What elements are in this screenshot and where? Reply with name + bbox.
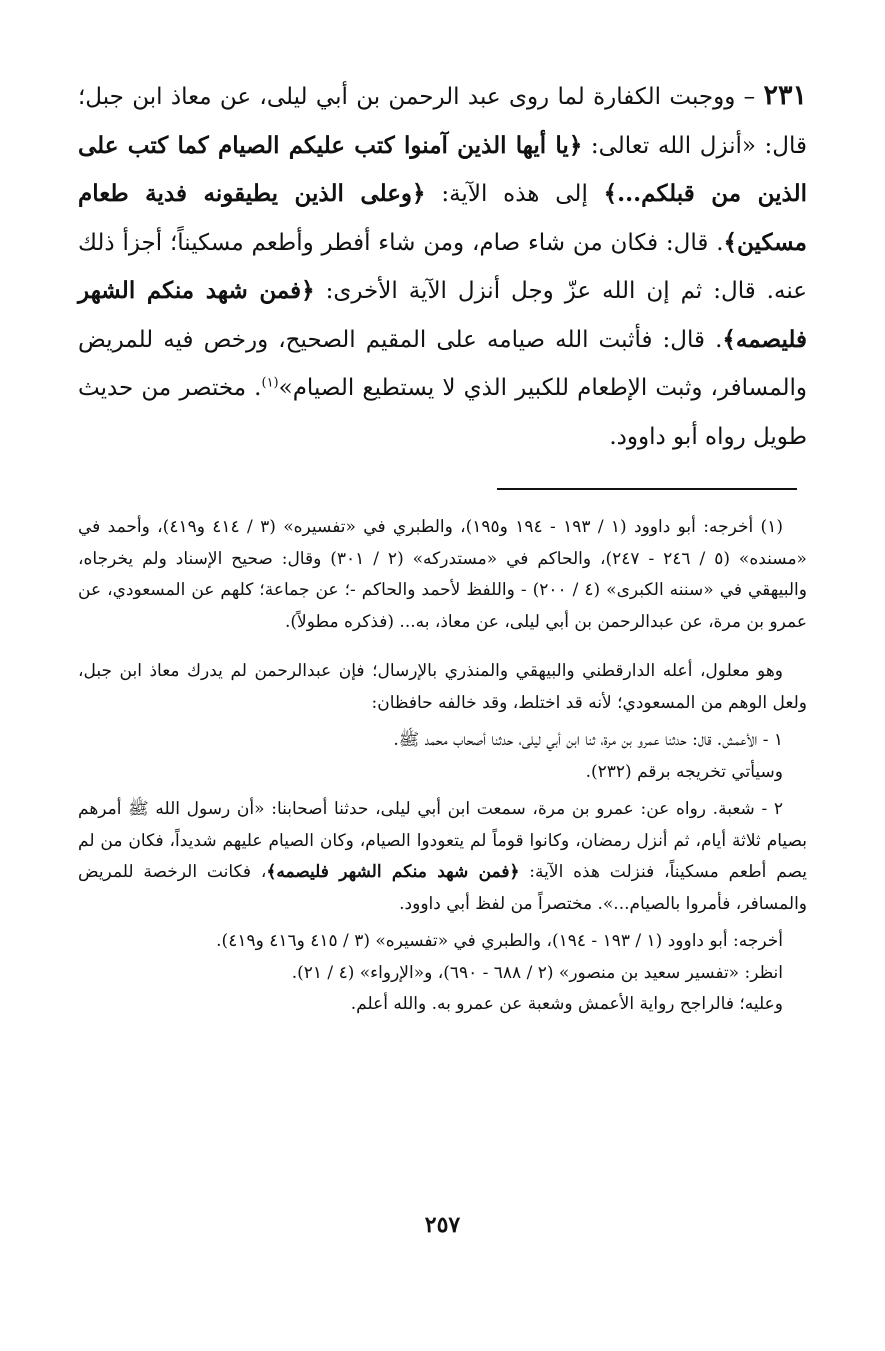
footnote-paragraph: [78, 794, 807, 920]
quran-verse: ﴿وعلى الذين يطيقونه فدية طعام مسكين﴾: [78, 180, 807, 256]
quran-verse: ﴿فمن شهد منكم الشهر فليصمه﴾: [266, 862, 520, 882]
footnote-text-part: ٢ - شعبة. رواه عن: عمرو بن مرة، سمعت ابن أبي ليلى، حدثنا أصحابنا: «أن رسول الله ﷺ أمرهم بصيام ثلاثة أيام، ثم أنزل رمضان، وكانوا قوماً لم يتعودوا الصيام، وكان الصيام عليهم شديداً، فكان من لم يصم أطعم مسكيناً، فنزلت هذه الآية:: [78, 799, 807, 882]
entry-number: ٢٣١: [763, 80, 807, 111]
quran-verse: ﴿يا أيها الذين آمنوا كتب عليكم الصيام كما كتب على الذين من قبلكم...﴾: [78, 131, 807, 207]
footnote-paragraph: أخرجه: أبو داوود (١ / ١٩٣ - ١٩٤)، والطبري في «تفسيره» (٣ / ٤١٥ و٤١٦ و٤١٩).: [216, 931, 783, 951]
main-text-part: . قال: فأثبت الله صيامه على المقيم الصحيح، ورخص فيه للمريض والمسافر، وثبت الإطعام للكبير الذي لا يستطيع الصيام»: [78, 326, 807, 401]
footnote-reference: (١): [261, 375, 279, 391]
footnote-separator: [497, 488, 797, 490]
page-number: ٢٥٧: [424, 1212, 461, 1238]
main-text-part: – ووجبت الكفارة لما روى عبد الرحمن بن أبي ليلى، عن معاذ ابن جبل؛ قال: «أنزل الله تعالى:: [78, 84, 808, 159]
quran-verse: ﴿فمن شهد منكم الشهر فليصمه﴾: [78, 277, 807, 353]
footnote-paragraph: وهو معلول، أعله الدارقطني والبيهقي والمنذري بالإرسال؛ فإن عبدالرحمن لم يدرك معاذ ابن جبل، ولعل الوهم من المسعودي؛ لأنه قد اختلط، وقد خالفه حافظان:: [78, 661, 807, 713]
footnote-paragraph: (١) أخرجه: أبو داوود (١ / ١٩٣ - ١٩٤ و١٩٥)، والطبري في «تفسيره» (٣ / ٤١٤ و٤١٩)، وأحمد في «مسنده» (٥ / ٢٤٦ - ٢٤٧)، والحاكم في «مستدركه» (٢ / ٣٠١) وقال: صحيح الإسناد ولم يخرجاه، والبيهقي في «سننه الكبرى» (٤ / ٢٠٠) - واللفظ لأحمد والحاكم -؛ عن جماعة؛ كلهم عن المسعودي، عن عمرو بن مرة، عن عبدالرحمن بن أبي ليلى، عن معاذ، به... (فذكره مطولاً).: [78, 517, 807, 632]
footnote-paragraph: انظر: «تفسير سعيد بن منصور» (٢ / ٦٨٨ - ٦٩٠)، و«الإرواء» (٤ / ٢١).: [291, 962, 783, 983]
main-text: [78, 72, 807, 461]
main-text-part: إلى هذه الآية:: [425, 181, 604, 207]
main-text-part: . قال: فكان من شاء صام، ومن شاء أفطر وأطعم مسكيناً؛ أجزأ ذلك عنه. قال: ثم إن الله عزّ وجل أنزل الآية الأخرى:: [78, 229, 807, 304]
footnote-text-part: ، فكانت الرخصة للمريض والمسافر، فأمروا بالصيام...». مختصراً من لفظ أبي داوود.: [78, 862, 807, 914]
footnote-paragraph: وعليه؛ فالراجح رواية الأعمش وشعبة عن عمرو به. والله أعلم.: [350, 994, 783, 1014]
footnote-paragraph: ١ - الأعمش. قال: حدثنا عمرو بن مرة، ثنا ابن أبي ليلى، حدثنا أصحاب محمد ﷺ.: [393, 730, 783, 750]
main-text-part: . مختصر من حديث طويل رواه أبو داوود.: [78, 375, 807, 450]
footnote-paragraph: وسيأتي تخريجه برقم (٢٣٢).: [585, 761, 783, 782]
footnotes: [78, 512, 807, 1021]
main-paragraph: [78, 72, 807, 461]
